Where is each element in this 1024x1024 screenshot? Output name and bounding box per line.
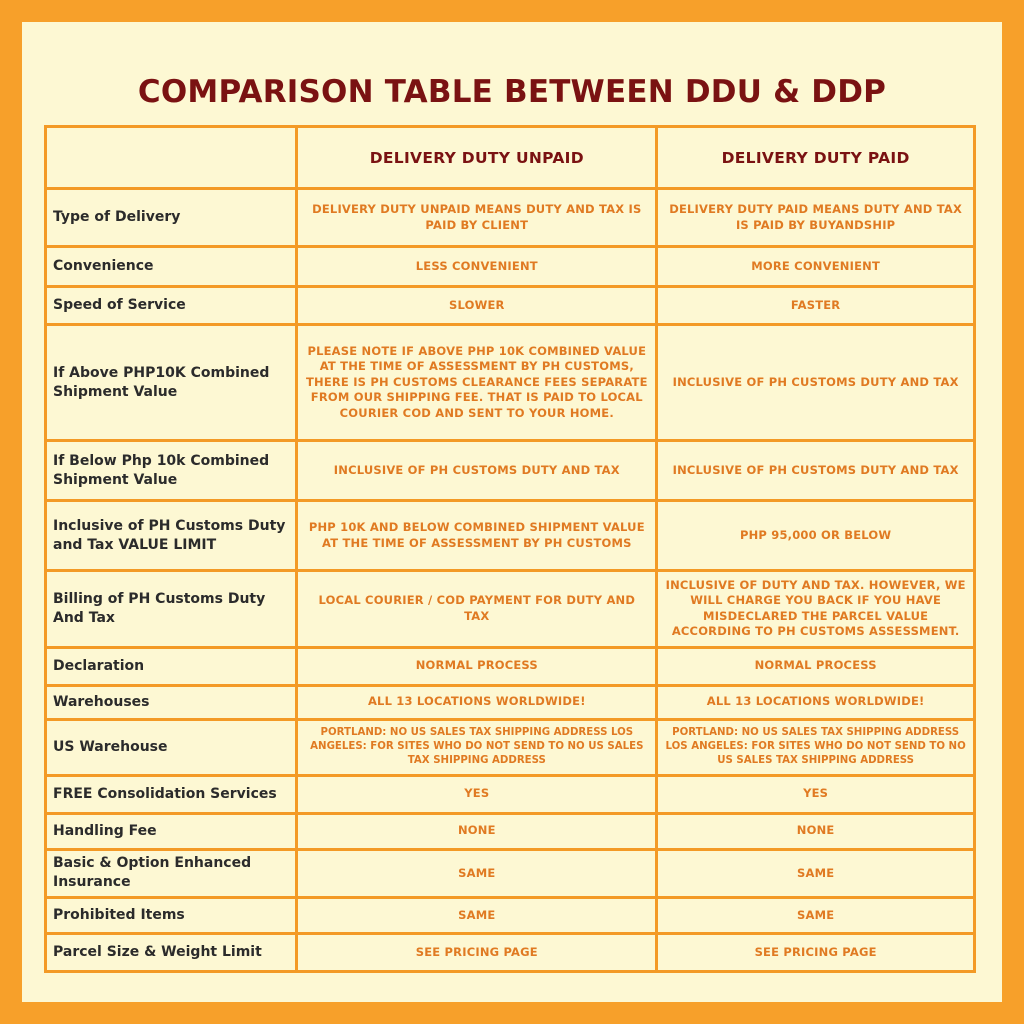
ddu-value: SLOWER: [297, 287, 657, 325]
ddu-value: NONE: [297, 813, 657, 849]
table-row: [46, 685, 975, 719]
table-row: [46, 247, 975, 287]
table-row: [46, 647, 975, 685]
table-row: [46, 897, 975, 933]
ddu-value: SEE PRICING PAGE: [297, 933, 657, 971]
ddu-value: PLEASE NOTE IF ABOVE PHP 10K COMBINED VALUE AT THE TIME OF ASSESSMENT BY PH CUSTOMS, THERE IS PH CUSTOMS CLEARANCE FEES SEPARATE FROM OUR SHIPPING FEE. THAT IS PAID TO LOCAL COURIER COD AND SENT TO YOUR HOME.: [297, 325, 657, 441]
page-title: COMPARISON TABLE BETWEEN DDU & DDP: [137, 74, 887, 110]
table-row: [46, 775, 975, 813]
ddu-value: PHP 10K AND BELOW COMBINED SHIPMENT VALUE AT THE TIME OF ASSESSMENT BY PH CUSTOMS: [297, 501, 657, 571]
ddu-value: PORTLAND: NO US SALES TAX SHIPPING ADDRESS LOS ANGELES: FOR SITES WHO DO NOT SEND TO NO US SALES TAX SHIPPING ADDRESS: [297, 719, 657, 775]
ddp-value: PORTLAND: NO US SALES TAX SHIPPING ADDRESS LOS ANGELES: FOR SITES WHO DO NOT SEND TO NO US SALES TAX SHIPPING ADDRESS: [657, 719, 975, 775]
row-label: Inclusive of PH Customs Duty and Tax VALUE LIMIT: [46, 501, 297, 571]
ddu-value: SAME: [297, 897, 657, 933]
table-row: [46, 441, 975, 501]
row-label: Parcel Size & Weight Limit: [46, 933, 297, 971]
ddp-value: PHP 95,000 OR BELOW: [657, 501, 975, 571]
row-label: If Above PHP10K Combined Shipment Value: [46, 325, 297, 441]
ddp-value: INCLUSIVE OF PH CUSTOMS DUTY AND TAX: [657, 441, 975, 501]
table-row: [46, 933, 975, 971]
ddp-value: YES: [657, 775, 975, 813]
ddu-value: YES: [297, 775, 657, 813]
comparison-table: [44, 125, 976, 973]
ddu-value: LOCAL COURIER / COD PAYMENT FOR DUTY AND TAX: [297, 571, 657, 647]
row-label: Speed of Service: [46, 287, 297, 325]
table-row: [46, 571, 975, 647]
ddp-value: SAME: [657, 849, 975, 897]
ddu-value: ALL 13 LOCATIONS WORLDWIDE!: [297, 685, 657, 719]
header-ddp: DELIVERY DUTY PAID: [657, 127, 975, 189]
row-label: Billing of PH Customs Duty And Tax: [46, 571, 297, 647]
ddp-value: DELIVERY DUTY PAID MEANS DUTY AND TAX IS PAID BY BUYANDSHIP: [657, 189, 975, 247]
row-label: FREE Consolidation Services: [46, 775, 297, 813]
table-row: [46, 719, 975, 775]
ddp-value: INCLUSIVE OF DUTY AND TAX. HOWEVER, WE WILL CHARGE YOU BACK IF YOU HAVE MISDECLARED THE PARCEL VALUE ACCORDING TO PH CUSTOMS ASSESSMENT.: [657, 571, 975, 647]
table-row: [46, 501, 975, 571]
ddp-value: SEE PRICING PAGE: [657, 933, 975, 971]
row-label: Convenience: [46, 247, 297, 287]
row-label: Handling Fee: [46, 813, 297, 849]
ddu-value: LESS CONVENIENT: [297, 247, 657, 287]
infographic-panel: [22, 22, 1002, 1002]
ddp-value: INCLUSIVE OF PH CUSTOMS DUTY AND TAX: [657, 325, 975, 441]
ddp-value: SAME: [657, 897, 975, 933]
header-ddu: DELIVERY DUTY UNPAID: [297, 127, 657, 189]
row-label: If Below Php 10k Combined Shipment Value: [46, 441, 297, 501]
table-row: [46, 849, 975, 897]
table-row: [46, 189, 975, 247]
table-row: [46, 287, 975, 325]
ddp-value: MORE CONVENIENT: [657, 247, 975, 287]
header-empty-cell: [46, 127, 297, 189]
row-label: US Warehouse: [46, 719, 297, 775]
ddu-value: INCLUSIVE OF PH CUSTOMS DUTY AND TAX: [297, 441, 657, 501]
row-label: Warehouses: [46, 685, 297, 719]
row-label: Prohibited Items: [46, 897, 297, 933]
ddp-value: FASTER: [657, 287, 975, 325]
ddu-value: SAME: [297, 849, 657, 897]
header-row: [46, 127, 975, 189]
row-label: Basic & Option Enhanced Insurance: [46, 849, 297, 897]
ddp-value: ALL 13 LOCATIONS WORLDWIDE!: [657, 685, 975, 719]
ddp-value: NORMAL PROCESS: [657, 647, 975, 685]
row-label: Declaration: [46, 647, 297, 685]
row-label: Type of Delivery: [46, 189, 297, 247]
ddu-value: NORMAL PROCESS: [297, 647, 657, 685]
table-row: [46, 325, 975, 441]
ddu-value: DELIVERY DUTY UNPAID MEANS DUTY AND TAX IS PAID BY CLIENT: [297, 189, 657, 247]
table-row: [46, 813, 975, 849]
ddp-value: NONE: [657, 813, 975, 849]
